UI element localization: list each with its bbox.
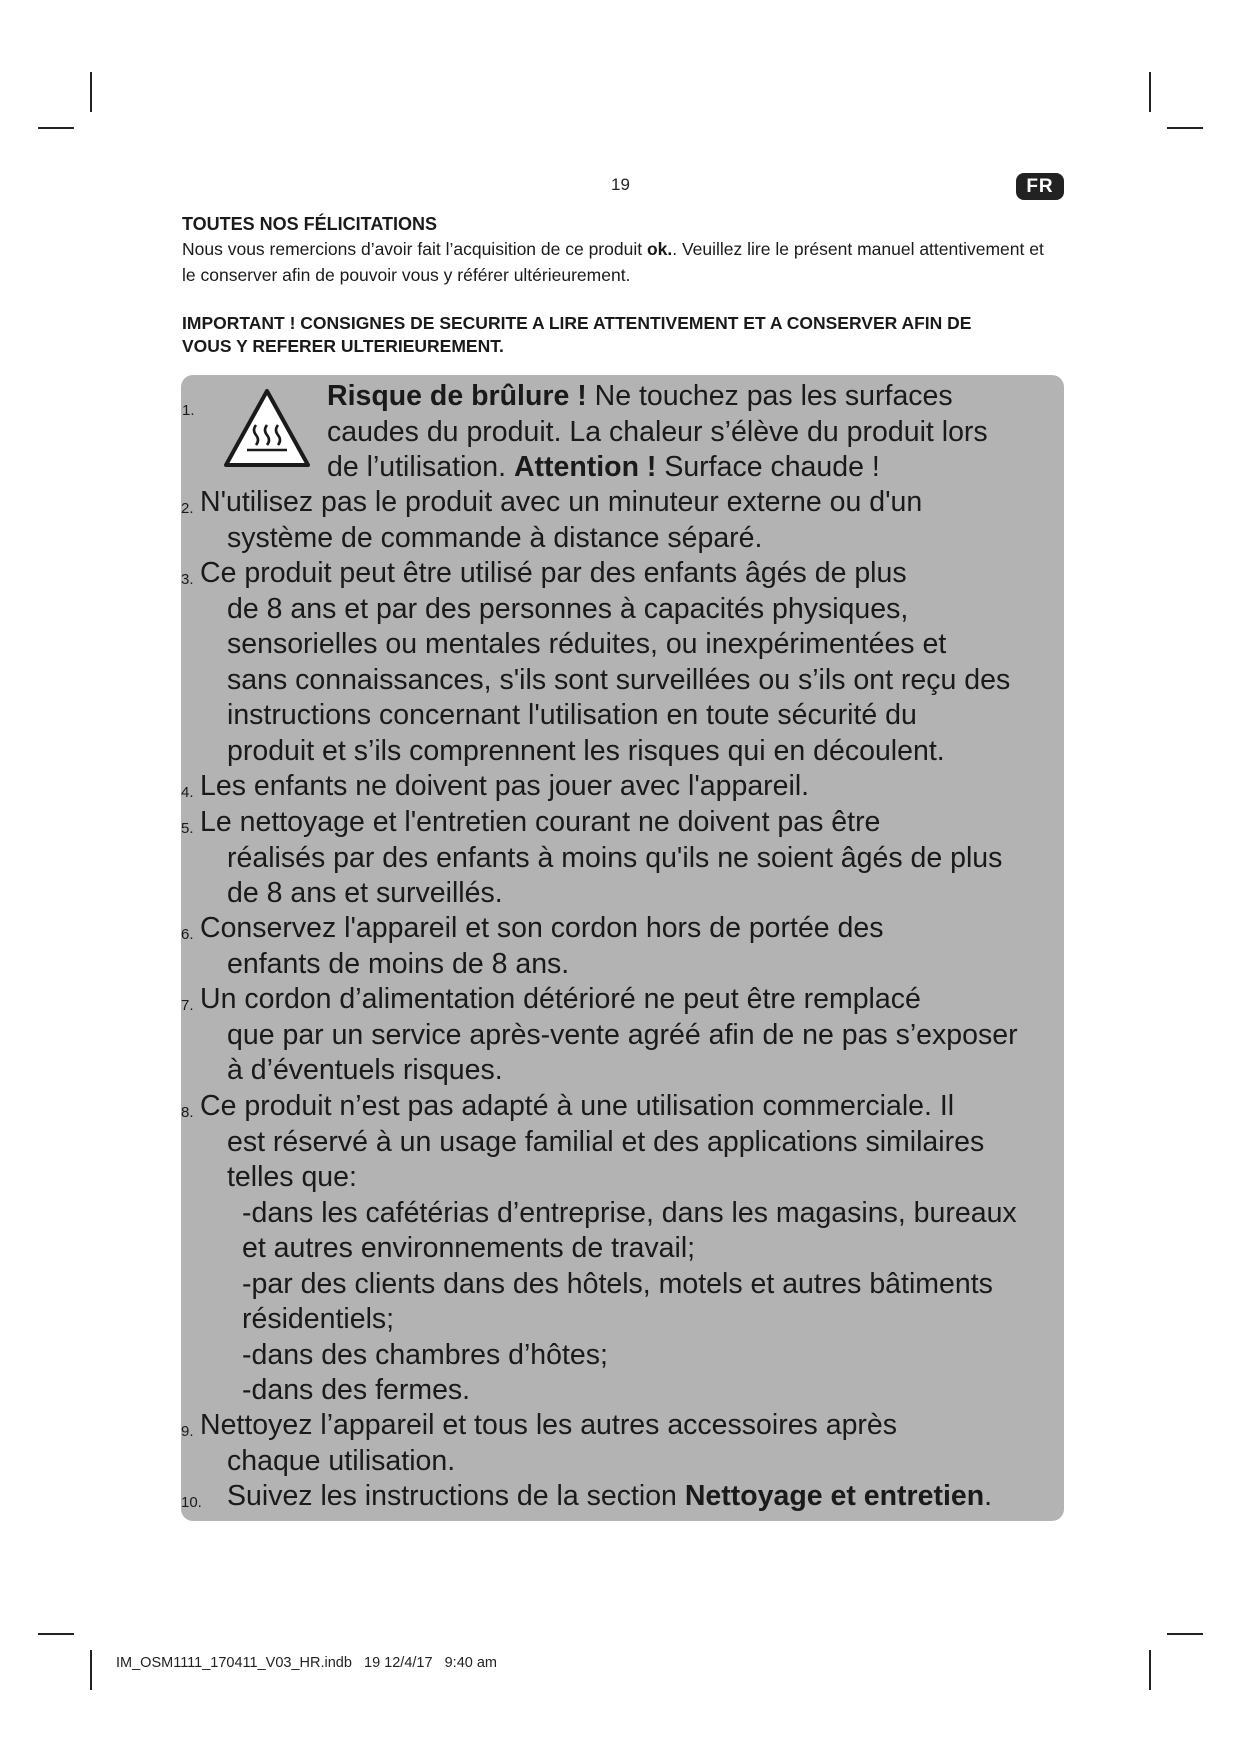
item-line: système de commande à distance séparé.	[227, 521, 763, 554]
intro-title: TOUTES NOS FÉLICITATIONS	[182, 214, 438, 234]
burn-risk-label: Risque de brûlure !	[327, 380, 587, 412]
item-line: Ce produit peut être utilisé par des enfants âgés de plus	[200, 557, 907, 589]
item-line: Les enfants ne doivent pas jouer avec l'appareil.	[200, 770, 810, 802]
crop-mark	[1167, 127, 1203, 129]
item-1-line-2: caudes du produit. La chaleur s’élève du produit lors	[327, 415, 988, 448]
cleaning-section-ref: Nettoyage et entretien	[684, 1480, 985, 1512]
page-number: 19	[611, 175, 630, 194]
safety-instructions-box	[181, 375, 1064, 1521]
item-number: 9.	[181, 1423, 194, 1440]
attention-label: Attention !	[513, 451, 657, 483]
crop-mark	[38, 127, 74, 129]
item-subline: -dans des chambres d’hôtes;	[242, 1338, 608, 1371]
crop-mark	[90, 72, 92, 112]
intro-text-part1: Nous vous remercions d’avoir fait l’acquisition de ce produit	[182, 239, 647, 259]
item-line: Nettoyez l’appareil et tous les autres accessoires après	[200, 1409, 898, 1441]
item-line: produit et s’ils comprennent les risques qui en découlent.	[227, 734, 945, 767]
item-number: 4.	[181, 784, 194, 801]
item-number: 8.	[181, 1104, 194, 1121]
item-line: est réservé à un usage familial et des applications similaires	[227, 1125, 985, 1158]
crop-mark	[1149, 1650, 1151, 1690]
hot-surface-warning-icon	[222, 387, 312, 469]
print-footer: IM_OSM1111_170411_V03_HR.indb 19 12/4/17 9:40 am	[116, 1655, 498, 1671]
item-line: chaque utilisation.	[227, 1444, 456, 1477]
brand-name: ok.	[646, 239, 673, 259]
item-line: sans connaissances, s'ils sont surveillées ou s’ils ont reçu des	[227, 663, 1011, 696]
item-subline: -dans les cafétérias d’entreprise, dans les magasins, bureaux	[242, 1196, 1017, 1229]
item-line: Conservez l'appareil et son cordon hors de portée des	[200, 912, 884, 944]
item-number: 1.	[182, 402, 195, 419]
item-subline: résidentiels;	[242, 1303, 395, 1335]
item-number: 6.	[181, 926, 194, 943]
item-line: enfants de moins de 8 ans.	[227, 947, 570, 980]
item-1-line-3b: Surface chaude !	[656, 451, 880, 483]
language-badge: FR	[1016, 173, 1064, 200]
item-line: Un cordon d’alimentation détérioré ne peut être remplacé	[200, 983, 921, 1015]
important-line-2: VOUS Y REFERER ULTERIEUREMENT.	[182, 336, 504, 356]
item-subline: -dans des fermes.	[242, 1374, 471, 1406]
item-line: de 8 ans et surveillés.	[227, 877, 503, 909]
item-10-text: Suivez les instructions de la section	[227, 1480, 685, 1512]
item-number: 2.	[181, 500, 194, 517]
item-line: de 8 ans et par des personnes à capacités physiques,	[227, 592, 909, 625]
item-number: 3.	[181, 571, 194, 588]
important-line-1: IMPORTANT ! CONSIGNES DE SECURITE A LIRE ATTENTIVEMENT ET A CONSERVER AFIN DE	[182, 313, 972, 333]
crop-mark	[1167, 1633, 1203, 1635]
item-line: réalisés par des enfants à moins qu'ils ne soient âgés de plus	[227, 841, 1003, 874]
crop-mark	[90, 1650, 92, 1690]
item-line: à d’éventuels risques.	[227, 1054, 503, 1086]
important-notice	[182, 312, 1062, 358]
item-10-end: .	[984, 1480, 993, 1512]
item-line: Le nettoyage et l'entretien courant ne doivent pas être	[200, 806, 881, 838]
item-line: N'utilisez pas le produit avec un minuteur externe ou d'un	[200, 486, 923, 518]
item-1-line-3a: de l’utilisation.	[327, 451, 514, 483]
crop-mark	[1149, 72, 1151, 112]
item-line: instructions concernant l'utilisation en toute sécurité du	[227, 699, 917, 731]
item-subline: et autres environnements de travail;	[242, 1232, 696, 1264]
item-subline: -par des clients dans des hôtels, motels et autres bâtiments	[242, 1267, 993, 1300]
intro-text	[182, 236, 1062, 288]
crop-mark	[38, 1633, 74, 1635]
item-line: Ce produit n’est pas adapté à une utilisation commerciale. Il	[200, 1090, 955, 1122]
item-line: que par un service après-vente agréé afin de ne pas s’exposer	[227, 1018, 1018, 1051]
intro-text-part2: . Veuillez lire le présent manuel attentivement et le conserver afin de pouvoir vous y référer ultérieurement.	[182, 239, 1044, 285]
item-line: sensorielles ou mentales réduites, ou inexpérimentées et	[227, 628, 947, 660]
item-number: 10.	[181, 1494, 202, 1511]
item-line: telles que:	[227, 1161, 357, 1193]
item-number: 5.	[181, 820, 194, 837]
item-1-line-1: Ne touchez pas les surfaces	[586, 380, 953, 412]
item-number: 7.	[181, 997, 194, 1014]
